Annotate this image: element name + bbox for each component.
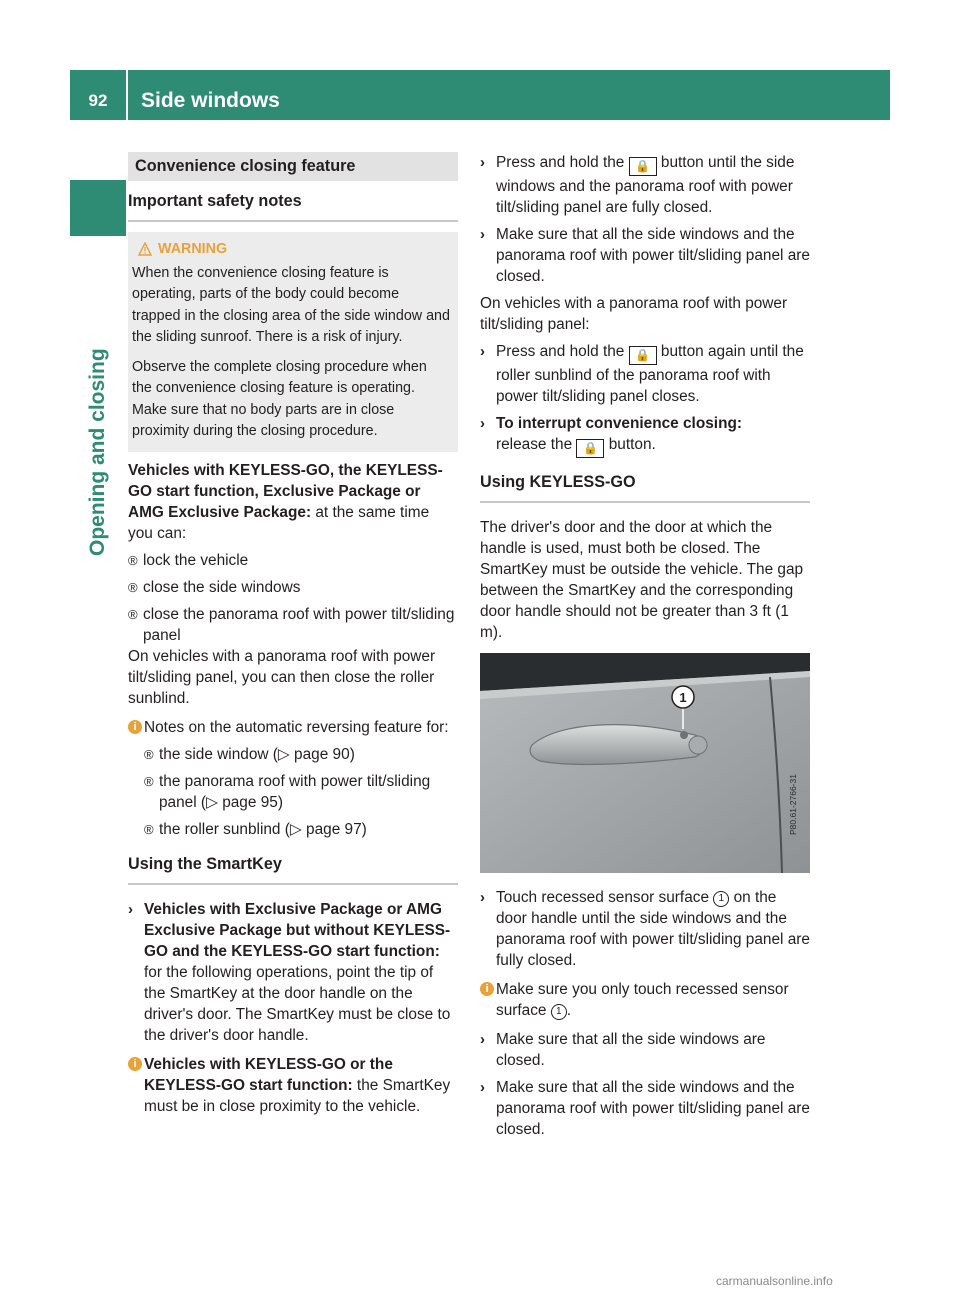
list-item: ® lock the vehicle [128,551,249,569]
info-reversing: i Notes on the automatic reversing feature for: [128,717,458,738]
callout-ref: 1 [551,1004,567,1020]
list-item: ® the side window (▷ page 90) [144,745,355,763]
info-icon: i [128,1057,142,1071]
step-exclusive: › Vehicles with Exclusive Package or AMG Exclusive Package but without KEYLESS-GO and the KEYLESS-GO start function: for the following operations, point the tip of the SmartKey at the door handle on the driver's door. The SmartKey must be close to the driver's door handle. [128,900,451,1044]
page-ref-arrow-icon: ▷ [277,745,295,763]
callout-ref: 1 [713,891,729,907]
lock-button-icon: 🔒 [629,157,657,176]
section-title: Convenience closing feature [128,152,458,181]
warning-triangle-icon [138,242,152,256]
watermark: carmanualsonline.info [716,1274,833,1288]
lock-button-icon: 🔒 [629,346,657,365]
list-item: ® the panorama roof with power tilt/sliding panel (▷ page 95) [144,772,431,811]
side-tab-label: Opening and closing [86,348,109,556]
warning-text-2: Observe the complete closing procedure when the convenience closing feature is operating. Make sure that no body parts are in close proximity during the closing procedure. [132,358,427,439]
door-handle-image [480,653,810,873]
panorama-note: On vehicles with a panorama roof with power tilt/sliding panel, you can then close the roller sunblind. [128,647,436,707]
left-column [128,152,458,1117]
side-tab-block [70,180,126,236]
subhead-smartkey: Using the SmartKey [128,854,458,885]
step-make-sure-all: › Make sure that all the side windows and the panorama roof with power tilt/sliding panel are closed. [480,1079,810,1138]
step-make-sure: › Make sure that all the side windows and the panorama roof with power tilt/sliding panel are closed. [480,226,810,285]
list-item: ® close the side windows [128,578,301,596]
page-ref-arrow-icon: ▷ [289,820,307,838]
step-press-hold: › Press and hold the 🔒 button until the side windows and the panorama roof with power tilt/sliding panel are fully closed. [480,154,795,216]
header-divider [126,70,128,120]
step-interrupt: › To interrupt convenience closing: release the 🔒 button. [480,413,810,458]
right-column [480,152,810,1140]
warning-box [128,232,458,452]
side-tab [82,256,114,556]
subhead-keyless: Using KEYLESS-GO [480,472,810,503]
list-item: ® the roller sunblind (▷ page 97) [144,820,367,838]
step-make-sure-windows: › Make sure that all the side windows are closed. [480,1031,766,1069]
image-callout: 1 [679,690,687,705]
step-touch-sensor: › Touch recessed sensor surface 1 on the door handle until the side windows and the panorama roof with power tilt/sliding panel are fully closed. [480,889,810,969]
page-number: 92 [88,91,108,110]
page-ref-link[interactable]: page 97 [306,820,362,838]
door-handle-illustration [480,653,810,873]
info-icon: i [480,982,494,996]
lock-button-icon: 🔒 [576,439,604,458]
keyless-paragraph: The driver's door and the door at which the handle is used, must both be closed. The SmartKey must be outside the vehicle. The gap between the SmartKey and the corresponding door handle should not be greater than 3 ft (1 m). [480,519,804,641]
info-icon: i [128,720,142,734]
page-ref-arrow-icon: ▷ [206,793,223,811]
warning-title: WARNING [132,239,450,261]
image-code: P80.61-2766-31 [788,774,798,835]
step-press-hold-again: › Press and hold the 🔒 button again until the roller sunblind of the panorama roof with power tilt/sliding panel closes. [480,343,804,405]
info-touch: i Make sure you only touch recessed sensor surface 1 . [480,979,810,1021]
list-item: ® close the panorama roof with power tilt/sliding panel [128,605,455,644]
page-title: Side windows [141,89,280,112]
page-ref-link[interactable]: page 90 [294,745,350,763]
panorama-intro: On vehicles with a panorama roof with power tilt/sliding panel: [480,295,788,333]
vehicles-paragraph: Vehicles with KEYLESS-GO, the KEYLESS-GO start function, Exclusive Package or AMG Exclusive Package: at the same time you can: [128,461,443,542]
page-ref-link[interactable]: page 95 [222,793,278,811]
warning-text-1: When the convenience closing feature is operating, parts of the body could become trapped in the closing area of the side window and the sliding sunroof. There is a risk of injury. [132,264,450,345]
info-keyless: i Vehicles with KEYLESS-GO or the KEYLESS-GO start function: the SmartKey must be in close proximity to the vehicle. [128,1054,458,1117]
subhead-safety: Important safety notes [128,191,458,222]
